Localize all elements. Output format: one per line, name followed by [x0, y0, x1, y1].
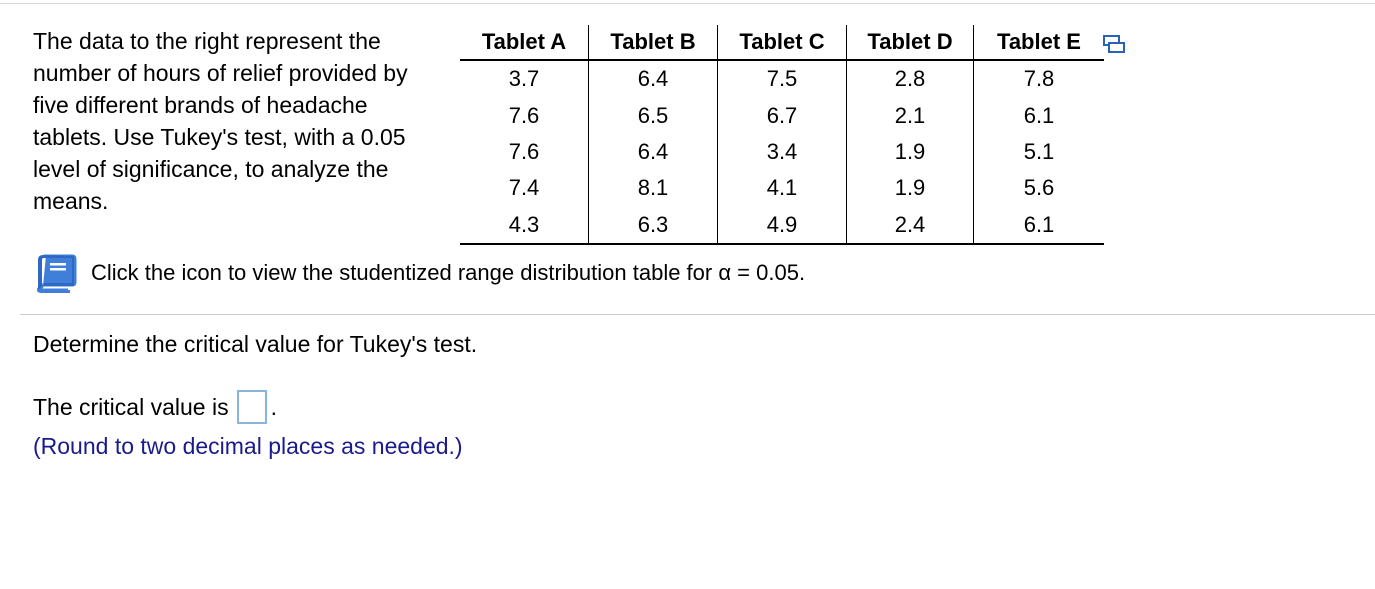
answer-prefix: The critical value is — [33, 393, 229, 420]
table-cell: 8.1 — [589, 170, 718, 206]
distribution-table-link-text: Click the icon to view the studentized range distribution table for α = 0.05. — [91, 260, 806, 285]
table-cell: 6.1 — [1023, 102, 1055, 128]
section-divider — [20, 314, 1375, 315]
table-header-row — [460, 25, 1104, 60]
table-cell: 4.3 — [460, 207, 589, 244]
book-icon[interactable] — [34, 252, 78, 294]
table-cell: 7.5 — [718, 60, 847, 97]
table-cell: 5.6 — [1023, 175, 1055, 201]
critical-value-input[interactable] — [237, 390, 267, 424]
header-tablet-e: Tablet E — [974, 25, 1105, 60]
table-cell: 1.9 — [847, 134, 974, 170]
table-cell: 6.1 — [974, 207, 1105, 244]
copy-data-icon[interactable] — [1103, 35, 1125, 55]
table-cell: 6.7 — [718, 97, 847, 133]
table-cell: 7.4 — [460, 170, 589, 206]
table-cell: 3.7 — [460, 60, 589, 97]
table-cell: 2.4 — [847, 207, 974, 244]
question-text: Determine the critical value for Tukey's test. — [33, 331, 478, 357]
answer-line — [33, 388, 277, 426]
table-row — [460, 134, 1104, 170]
table-cell: 5.1 — [1023, 138, 1055, 164]
header-tablet-c: Tablet C — [718, 25, 847, 60]
table-cell: 6.3 — [589, 207, 718, 244]
table-cell: 7.6 — [460, 134, 589, 170]
table-cell: 2.8 — [847, 60, 974, 97]
table-cell: 4.1 — [718, 170, 847, 206]
top-divider — [0, 3, 1375, 4]
rounding-hint: (Round to two decimal places as needed.) — [33, 433, 463, 459]
table-cell: 7.6 — [460, 97, 589, 133]
table-cell: 3.4 — [718, 134, 847, 170]
table-row — [460, 170, 1104, 206]
header-tablet-d: Tablet D — [847, 25, 974, 60]
table-cell: 6.4 — [589, 134, 718, 170]
table-cell: 2.1 — [847, 97, 974, 133]
problem-statement: The data to the right represent the number of hours of relief provided by five different brands of headache tablets. Use Tukey's test, with a 0.05 level of significance, to analyze the means. — [33, 28, 408, 214]
table-cell: 4.9 — [718, 207, 847, 244]
table-cell: 1.9 — [847, 170, 974, 206]
table-row — [460, 207, 1104, 244]
data-table — [460, 25, 1104, 245]
table-cell: 6.5 — [589, 97, 718, 133]
answer-suffix: . — [270, 393, 277, 420]
table-cell: 6.4 — [589, 60, 718, 97]
table-cell: 7.8 — [1023, 66, 1055, 92]
header-tablet-a: Tablet A — [460, 25, 589, 60]
table-row — [460, 60, 1104, 97]
header-tablet-b: Tablet B — [589, 25, 718, 60]
table-row — [460, 97, 1104, 133]
